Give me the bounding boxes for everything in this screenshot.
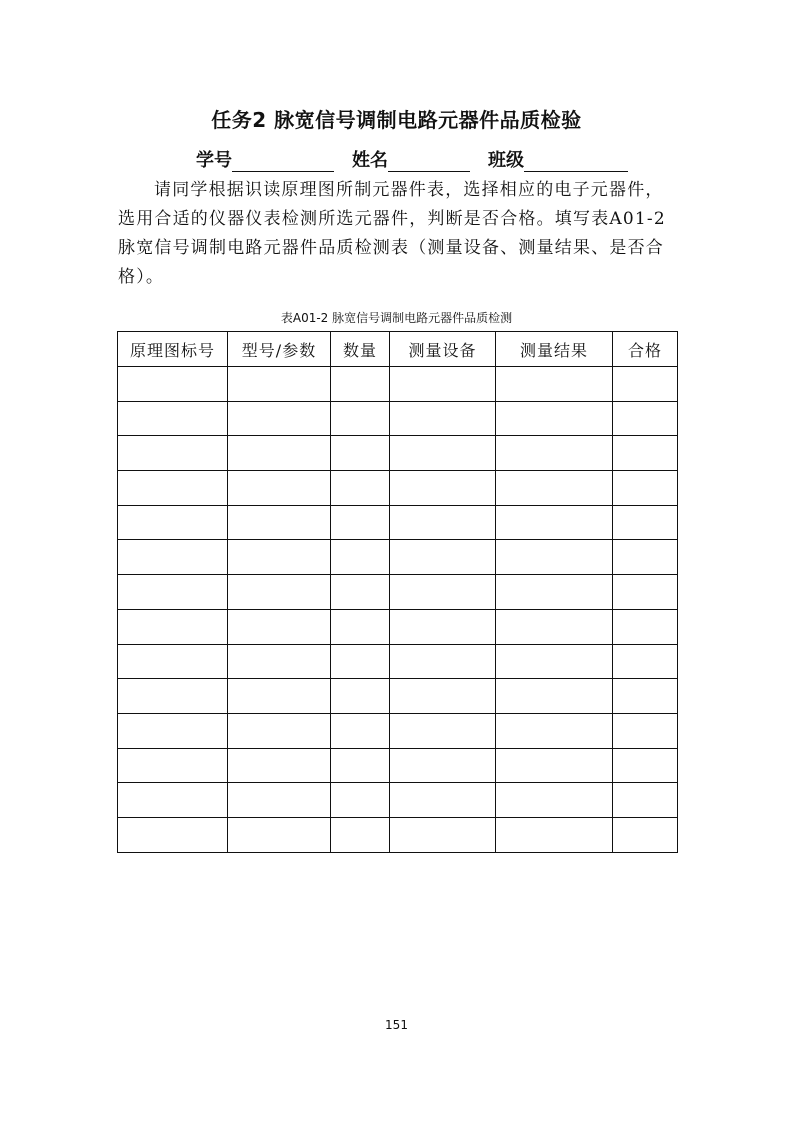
table-cell[interactable] (390, 609, 496, 644)
inspection-table (117, 331, 678, 853)
table-cell[interactable] (228, 748, 331, 783)
table-row (118, 783, 678, 818)
header-schematic-ref: 原理图标号 (118, 332, 228, 367)
table-cell[interactable] (496, 817, 613, 852)
table-cell[interactable] (613, 436, 678, 471)
table-cell[interactable] (331, 817, 390, 852)
table-cell[interactable] (496, 505, 613, 540)
table-cell[interactable] (390, 748, 496, 783)
table-cell[interactable] (331, 471, 390, 506)
table-cell[interactable] (331, 367, 390, 402)
header-measure-equipment: 测量设备 (390, 332, 496, 367)
table-cell[interactable] (118, 713, 228, 748)
table-header-row (118, 332, 678, 367)
table-row (118, 679, 678, 714)
table-cell[interactable] (613, 748, 678, 783)
student-id-blank[interactable] (232, 151, 334, 172)
table-cell[interactable] (228, 401, 331, 436)
table-cell[interactable] (118, 367, 228, 402)
table-cell[interactable] (228, 679, 331, 714)
table-cell[interactable] (331, 713, 390, 748)
class-blank[interactable] (524, 151, 628, 172)
table-cell[interactable] (331, 783, 390, 818)
table-caption: 表A01-2 脉宽信号调制电路元器件品质检测 (280, 311, 513, 325)
table-cell[interactable] (118, 471, 228, 506)
table-row (118, 817, 678, 852)
table-cell[interactable] (496, 367, 613, 402)
table-cell[interactable] (390, 679, 496, 714)
table-row (118, 713, 678, 748)
table-cell[interactable] (118, 817, 228, 852)
table-cell[interactable] (496, 401, 613, 436)
table-cell[interactable] (118, 748, 228, 783)
header-quantity: 数量 (331, 332, 390, 367)
name-label: 姓名 (352, 150, 388, 171)
table-cell[interactable] (390, 575, 496, 610)
paragraph-line: 选用合适的仪器仪表检测所选元器件，判断是否合格。填写表A01-2 (118, 209, 666, 229)
table-cell[interactable] (331, 436, 390, 471)
table-cell[interactable] (228, 367, 331, 402)
header-measure-result: 测量结果 (496, 332, 613, 367)
table-cell[interactable] (118, 505, 228, 540)
table-cell[interactable] (331, 505, 390, 540)
table-cell[interactable] (228, 575, 331, 610)
table-cell[interactable] (331, 748, 390, 783)
table-cell[interactable] (613, 505, 678, 540)
table-cell[interactable] (228, 436, 331, 471)
table-cell[interactable] (390, 644, 496, 679)
table-row (118, 540, 678, 575)
table-cell[interactable] (118, 783, 228, 818)
table-cell[interactable] (228, 609, 331, 644)
table-row (118, 471, 678, 506)
table-cell[interactable] (118, 679, 228, 714)
table-row (118, 436, 678, 471)
table-cell[interactable] (496, 748, 613, 783)
paragraph-line: 脉宽信号调制电路元器件品质检测表（测量设备、测量结果、是否合 (118, 238, 664, 258)
table-cell[interactable] (496, 436, 613, 471)
table-cell[interactable] (496, 540, 613, 575)
header-qualified: 合格 (613, 332, 678, 367)
paragraph-line: 格）。 (118, 267, 165, 287)
table-row (118, 575, 678, 610)
table-cell[interactable] (390, 817, 496, 852)
name-blank[interactable] (388, 151, 470, 172)
table-cell[interactable] (496, 679, 613, 714)
table-cell[interactable] (613, 575, 678, 610)
table-cell[interactable] (390, 783, 496, 818)
table-cell[interactable] (228, 783, 331, 818)
table-cell[interactable] (390, 401, 496, 436)
table-cell[interactable] (496, 575, 613, 610)
table-cell[interactable] (331, 679, 390, 714)
table-cell[interactable] (496, 644, 613, 679)
table-cell[interactable] (228, 540, 331, 575)
table-row (118, 609, 678, 644)
instruction-paragraph (118, 176, 688, 292)
table-row (118, 401, 678, 436)
table-cell[interactable] (613, 644, 678, 679)
table-cell[interactable] (613, 783, 678, 818)
table-cell[interactable] (118, 540, 228, 575)
table-body (118, 367, 678, 853)
table-cell[interactable] (390, 713, 496, 748)
table-cell[interactable] (613, 679, 678, 714)
table-cell[interactable] (390, 505, 496, 540)
table-row (118, 367, 678, 402)
table-cell[interactable] (496, 609, 613, 644)
student-id-label: 学号 (196, 150, 232, 171)
class-label: 班级 (488, 150, 524, 171)
table-cell[interactable] (496, 783, 613, 818)
table-cell[interactable] (118, 644, 228, 679)
table-cell[interactable] (228, 505, 331, 540)
table-cell[interactable] (331, 575, 390, 610)
page-title: 任务2 脉宽信号调制电路元器件品质检验 (211, 108, 582, 132)
table-cell[interactable] (118, 609, 228, 644)
table-cell[interactable] (613, 713, 678, 748)
table-cell[interactable] (390, 540, 496, 575)
table-cell[interactable] (118, 575, 228, 610)
table-cell[interactable] (613, 609, 678, 644)
table-cell[interactable] (390, 367, 496, 402)
table-cell[interactable] (613, 401, 678, 436)
table-cell[interactable] (118, 401, 228, 436)
table-cell[interactable] (228, 644, 331, 679)
table-cell[interactable] (496, 713, 613, 748)
table-row (118, 505, 678, 540)
student-info-line (196, 146, 646, 172)
header-model-param: 型号/参数 (228, 332, 331, 367)
table-cell[interactable] (496, 471, 613, 506)
table-cell[interactable] (228, 713, 331, 748)
table-row (118, 644, 678, 679)
table-cell[interactable] (331, 401, 390, 436)
table-cell[interactable] (118, 436, 228, 471)
page-number: 151 (385, 1018, 408, 1032)
table-cell[interactable] (331, 609, 390, 644)
table-cell[interactable] (613, 817, 678, 852)
table-cell[interactable] (331, 644, 390, 679)
table-cell[interactable] (613, 367, 678, 402)
table-cell[interactable] (331, 540, 390, 575)
table-row (118, 748, 678, 783)
paragraph-line: 请同学根据识读原理图所制元器件表，选择相应的电子元器件， (154, 180, 664, 200)
table-cell[interactable] (613, 471, 678, 506)
table-cell[interactable] (228, 471, 331, 506)
table-cell[interactable] (228, 817, 331, 852)
table-cell[interactable] (613, 540, 678, 575)
table-cell[interactable] (390, 471, 496, 506)
table-cell[interactable] (390, 436, 496, 471)
